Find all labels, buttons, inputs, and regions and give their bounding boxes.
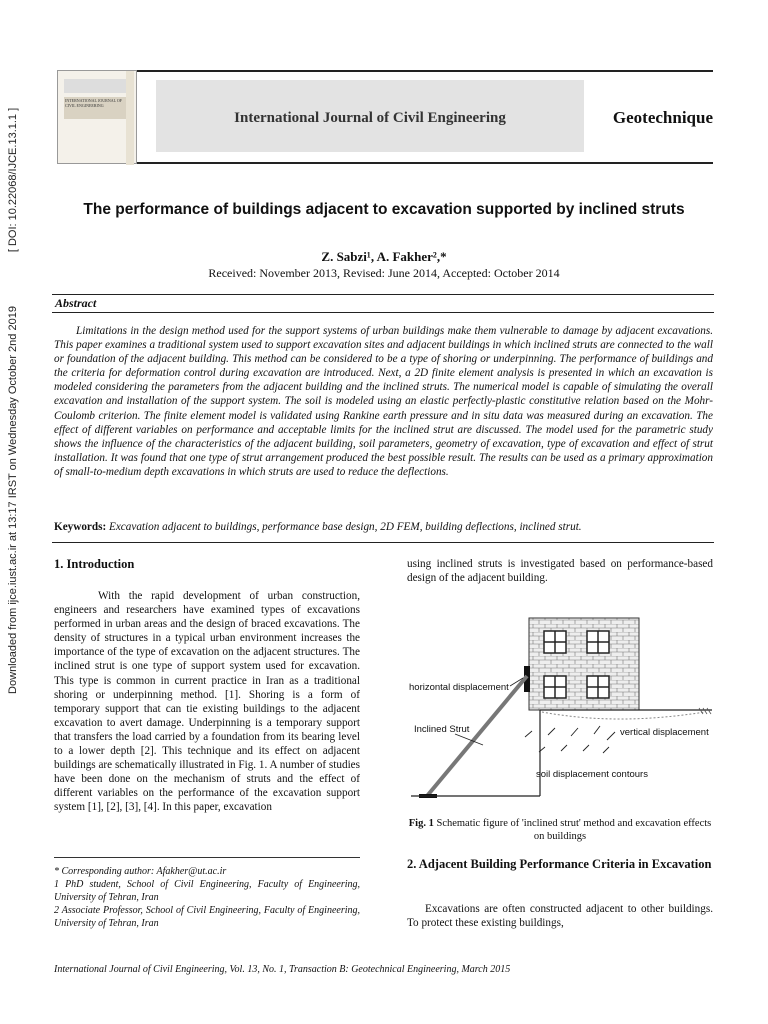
label-vertical-displacement: vertical displacement bbox=[620, 727, 709, 738]
journal-name: International Journal of Civil Engineering bbox=[234, 110, 506, 126]
ground-hatch bbox=[699, 708, 711, 714]
footnote-rule bbox=[54, 857, 360, 858]
keywords-rule bbox=[52, 542, 714, 543]
label-inclined-strut: Inclined Strut bbox=[414, 724, 470, 735]
doi-text: [ DOI: 10.22068/IJCE.13.1.1 ] bbox=[7, 107, 19, 253]
section-name: Geotechnique bbox=[612, 108, 713, 127]
label-horizontal-displacement: horizontal displacement bbox=[409, 682, 509, 693]
keywords-label: Keywords: bbox=[54, 521, 107, 533]
figure-1 bbox=[407, 600, 717, 810]
page-footer: International Journal of Civil Engineering, Vol. 13, No. 1, Transaction B: Geotechnical Engineering, March 2015 bbox=[54, 964, 511, 975]
authors: Z. Sabzi¹, A. Fakher²,* bbox=[321, 249, 447, 264]
abstract-heading-rule bbox=[52, 312, 714, 313]
keywords-text: Excavation adjacent to buildings, performance base design, 2D FEM, building deflections, inclined strut. bbox=[106, 521, 582, 533]
strut-schematic bbox=[407, 600, 717, 810]
download-text: Downloaded from ijce.iust.ac.ir at 13:17 IRST on Wednesday October 2nd 2019 bbox=[7, 306, 19, 694]
footnote-2: 2 Associate Professor, School of Civil Engineering, Faculty of Engineering, University of Tehran, Iran bbox=[54, 905, 360, 929]
section2-heading: 2. Adjacent Building Performance Criteria in Excavation bbox=[407, 857, 712, 871]
header-top-rule bbox=[137, 70, 713, 72]
intro-paragraph: With the rapid development of urban construction, engineers and researchers have examined types of excavations performed in urban areas and the design of braced excavations. The density of structures in a typical urban environment increases the importance of the type of excavation on the adjacent structures. The inclined strut is one type of support system used for excavation. This type is common in current practice in Iran as a traditional shoring or underpinning method. [1]. Shoring is a form of temporary support that can tie existing buildings to the adjacent excavation to avert damage. Underpinning is a temporary support that transfers the load carried by a foundation from its bearing level to a lower depth [2]. This technique and its effect on adjacent buildings are schematically illustrated in Fig. 1. A number of studies have been done on the mechanism of struts and the effect of different variables on the performance of the excavation support system [1], [2], [3], [4]. In this paper, excavation bbox=[54, 590, 360, 814]
abstract-heading: Abstract bbox=[55, 296, 97, 310]
label-soil-contours: soil displacement contours bbox=[536, 769, 648, 780]
inclined-strut bbox=[427, 676, 527, 796]
settlement-trough bbox=[542, 712, 705, 719]
paper-title: The performance of buildings adjacent to excavation supported by inclined struts bbox=[83, 201, 685, 218]
journal-header bbox=[57, 70, 713, 164]
figure-caption-text: Schematic figure of 'inclined strut' method and excavation effects on buildings bbox=[433, 818, 712, 842]
intro-heading: 1. Introduction bbox=[54, 557, 135, 571]
abstract-top-rule bbox=[52, 294, 714, 295]
keywords bbox=[54, 521, 713, 533]
received-dates: Received: November 2013, Revised: June 2014, Accepted: October 2014 bbox=[208, 266, 560, 280]
footnotes bbox=[54, 865, 360, 930]
header-bottom-rule bbox=[137, 162, 713, 164]
doi-side-note bbox=[6, 100, 20, 260]
section2-paragraph: Excavations are often constructed adjacent to other buildings. To protect these existing buildings, bbox=[407, 903, 713, 930]
footnote-1: 1 PhD student, School of Civil Engineering, Faculty of Engineering, University of Tehran, Iran bbox=[54, 879, 360, 903]
cover-title: INTERNATIONAL JOURNAL OF CIVIL ENGINEERING bbox=[64, 97, 132, 119]
corresponding-author: * Corresponding author: Afakher@ut.ac.ir bbox=[54, 866, 227, 877]
journal-cover-image bbox=[57, 70, 137, 164]
intro-continued: using inclined struts is investigated based on performance-based design of the adjacent building. bbox=[407, 558, 713, 585]
figure-caption-label: Fig. 1 bbox=[408, 818, 434, 829]
displacement-arrows bbox=[525, 726, 615, 753]
download-side-note bbox=[6, 295, 20, 705]
figure-caption bbox=[407, 818, 713, 843]
abstract-body: Limitations in the design method used for the support systems of urban buildings make them vulnerable to damage by adjacent excavations. This paper examines a traditional system used to support excavation sites and adjacent buildings in which inclined struts are connected to the wall or foundation of the adjacent building. This method can be considered to be a type of shoring or underpinning. The performance of buildings and the criteria for deformation control during excavation are introduced. Next, a 2D finite element analysis is presented in which an excavation is modeled considering the parameters from the adjacent building and the inclined struts. The numerical model is capable of simulating the overall excavation and installation of the support system. The soil is modeled using an elastic perfectly-plastic constitutive relation based on the Mohr-Coulomb criterion. The finite element model is validated using Rankine earth pressure and in situ data was measured during an excavation. The effect of different variables on performance and acceptable limits for the inclined strut are discussed. The model used for the parametric study shows the influence of the characteristics of the adjacent building, soil parameters, geometry of excavation, type of excavation and effect of strut installation. It was found that one type of strut arrangement produced the best possible result. The results can be used as a primary approximation of small-to-medium depth excavations in which struts are used to reduce the deflections. bbox=[54, 325, 713, 478]
